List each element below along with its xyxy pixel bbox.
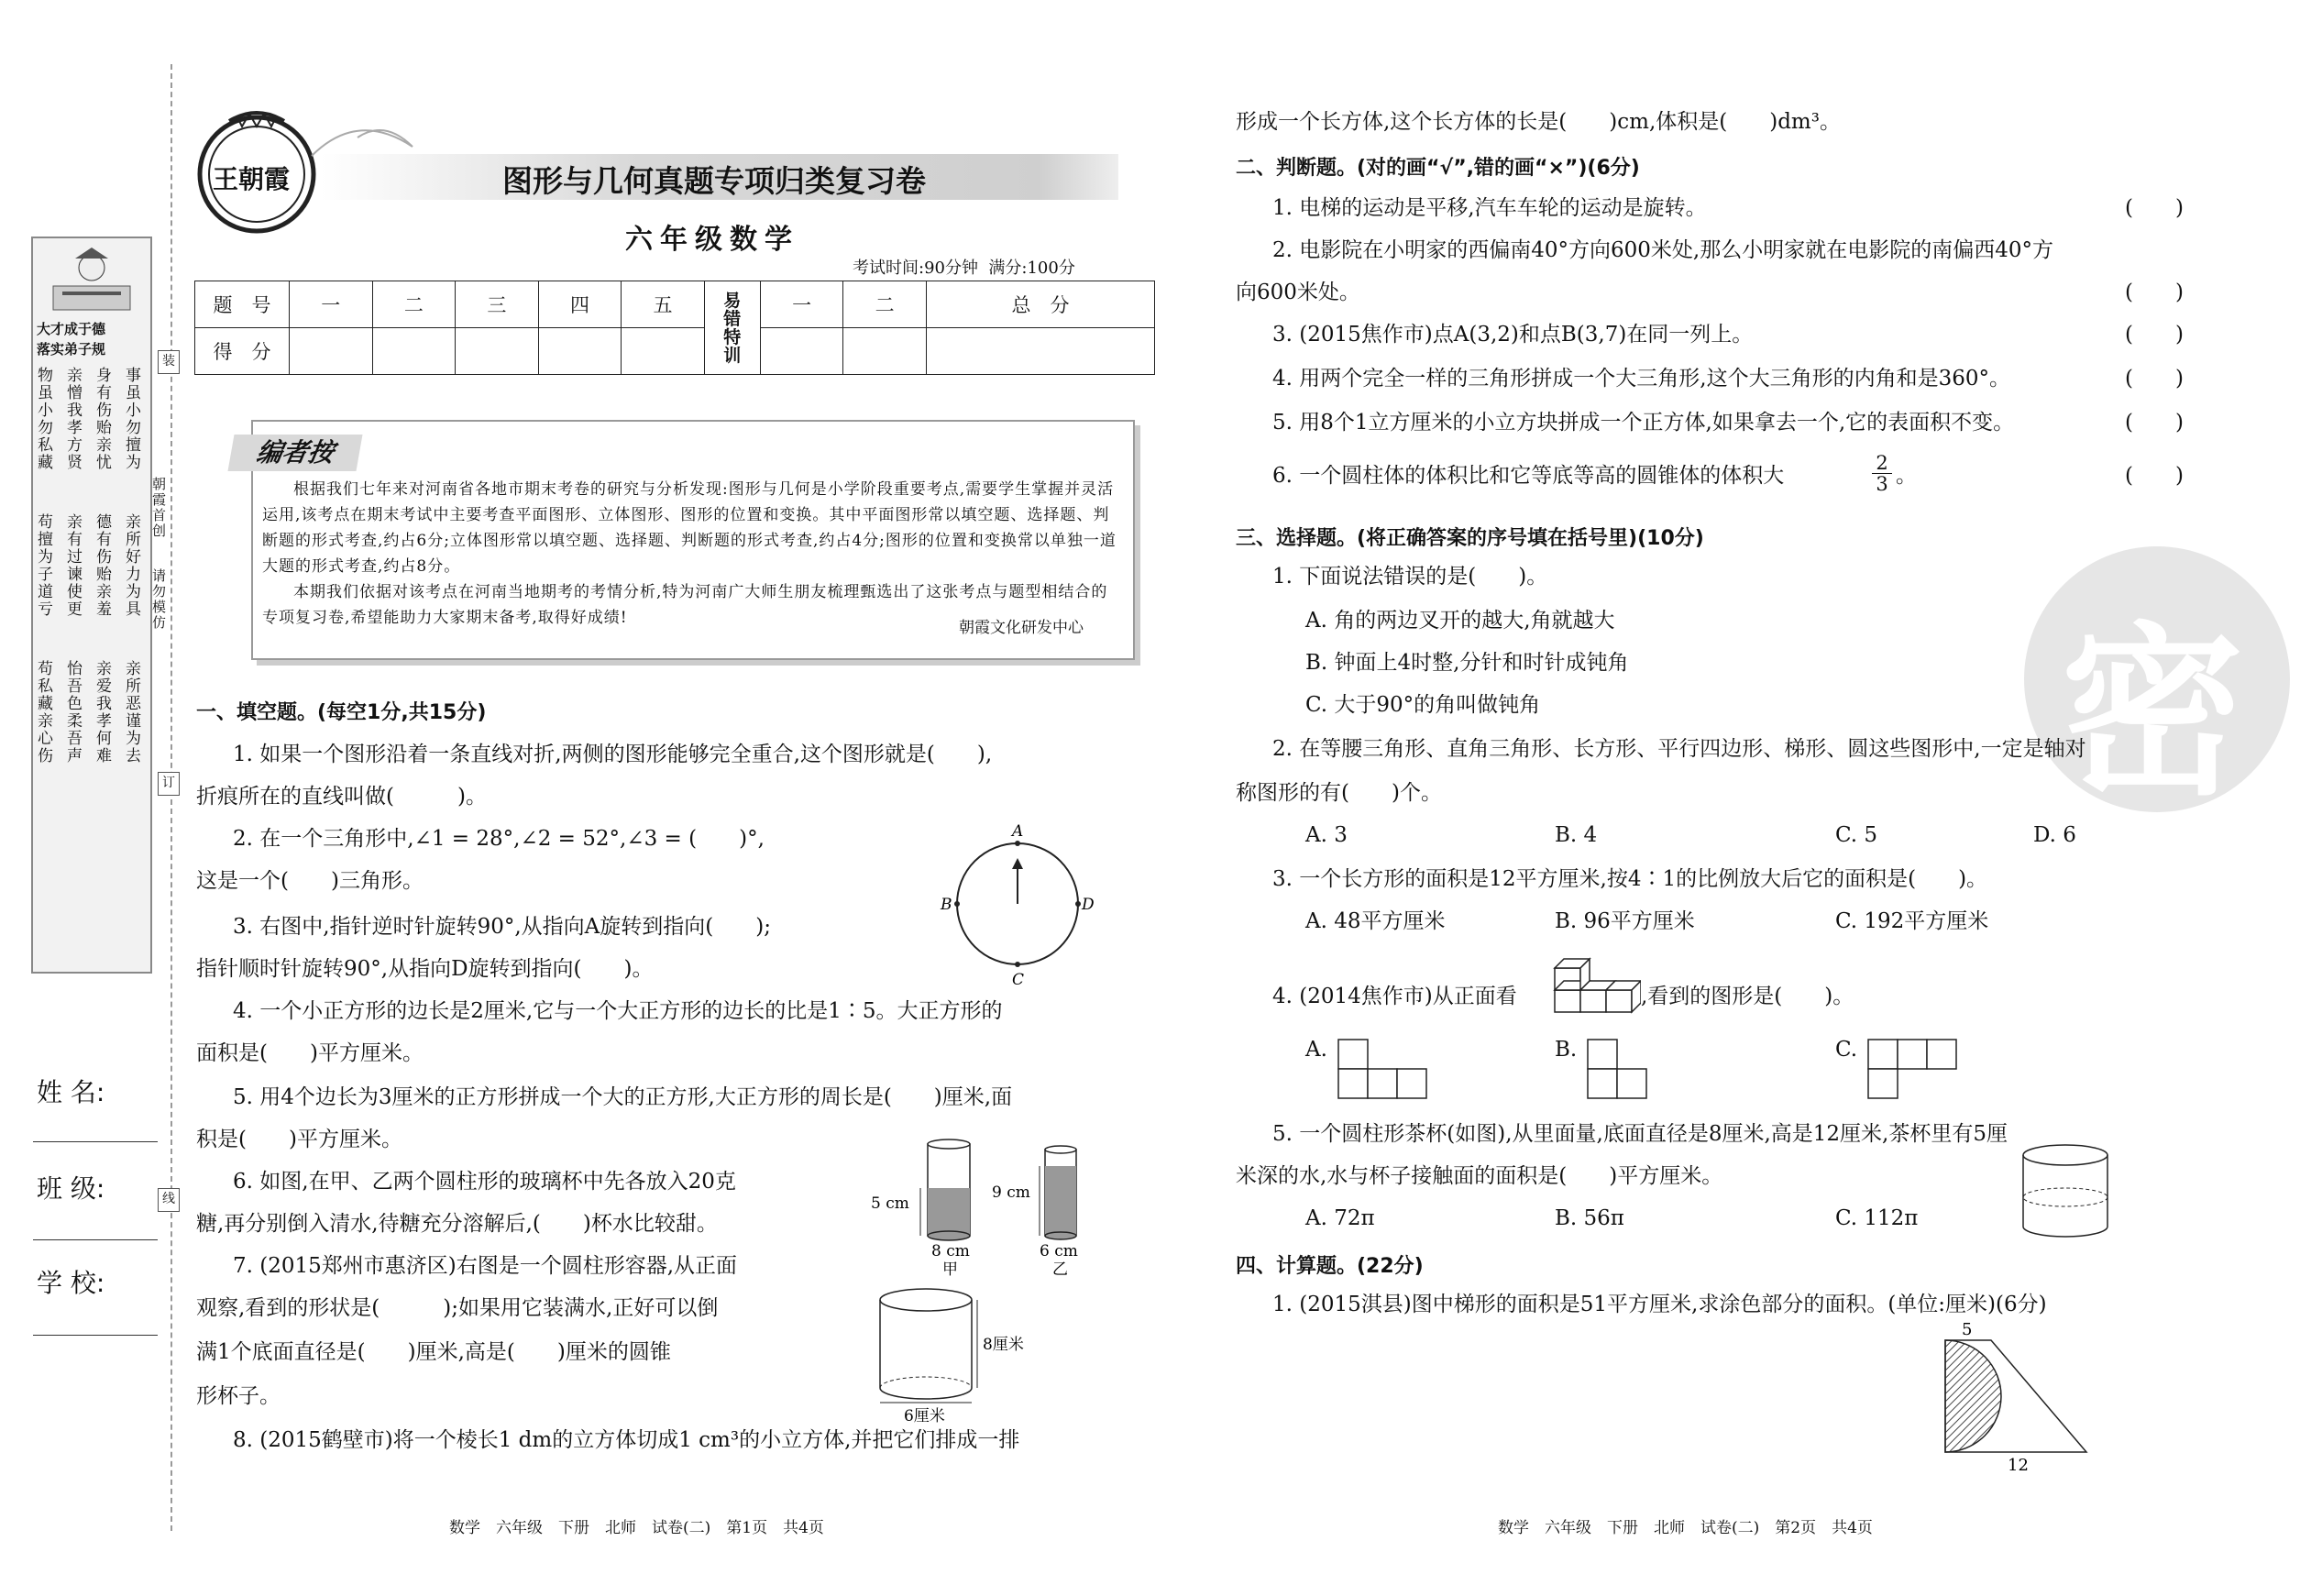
choice-4-opt-a[interactable]: A.	[1305, 1038, 1327, 1062]
binding-mark-3: 线	[158, 1188, 180, 1212]
motto-col: 德有伤贻亲羞	[93, 513, 111, 618]
motto-col: 亲所恶谨为去	[122, 660, 140, 765]
choice-5-opt-b[interactable]: B. 56π	[1555, 1206, 1624, 1230]
choice-1-opt-c[interactable]: C. 大于90°的角叫做钝角	[1305, 693, 1541, 717]
q7-line1: 7. (2015郑州市惠济区)右图是一个圆柱形容器,从正面	[233, 1254, 738, 1278]
q7-line2: 观察,看到的形状是( );如果用它装满水,正好可以倒	[196, 1296, 719, 1320]
logo-text: 王朝霞	[213, 164, 291, 194]
score-col: 二	[843, 281, 927, 328]
cup-yi-diameter: 6 cm	[1040, 1242, 1078, 1260]
q6-line2: 糖,再分别倒入清水,待糖充分溶解后,( )杯水比较甜。	[196, 1212, 718, 1236]
motto-col: 怡吾色柔吾声	[63, 660, 82, 765]
q1-line2: 折痕所在的直线叫做( )。	[196, 785, 487, 809]
watermark-seal	[2024, 546, 2290, 820]
q2-line2: 这是一个( )三角形。	[196, 869, 424, 893]
cube-stack-figure	[1551, 950, 1641, 1014]
sidebar-motto-panel	[31, 237, 152, 974]
score-cell[interactable]	[290, 328, 373, 375]
choice-4-shape-a[interactable]	[1337, 1038, 1428, 1102]
fraction-denominator: 3	[1876, 473, 1888, 495]
judge-4: 4. 用两个完全一样的三角形拼成一个大三角形,这个大三角形的内角和是360°。	[1272, 367, 2010, 391]
score-col: 四	[538, 281, 622, 328]
choice-4-opt-c[interactable]: C.	[1835, 1038, 1858, 1062]
judge-1: 1. 电梯的运动是平移,汽车车轮的运动是旋转。	[1272, 196, 1707, 220]
choice-5-line1: 5. 一个圆柱形茶杯(如图),从里面量,底面直径是8厘米,高是12厘米,茶杯里有5厘	[1272, 1122, 2008, 1146]
clock-point-D	[1075, 901, 1081, 907]
school-label: 学 校:	[37, 1268, 105, 1298]
score-col-special	[704, 281, 760, 375]
section-judge: 二、判断题。(对的画“√”,错的画“×”)(6分)	[1236, 157, 1640, 180]
judge-4-paren[interactable]: ( )	[2125, 367, 2184, 391]
clock-point-A	[1015, 841, 1020, 846]
q7-line3: 满1个底面直径是( )厘米,高是( )厘米的圆锥	[196, 1340, 671, 1364]
class-field[interactable]	[33, 1239, 158, 1240]
score-header-row	[195, 281, 1155, 328]
binding-mark-2: 订	[158, 772, 180, 796]
footer-left: 数学 六年级 下册 北师 试卷(二) 第1页 共4页	[449, 1519, 824, 1537]
choice-5-line2: 米深的水,水与杯子接触面的面积是( )平方厘米。	[1236, 1164, 1723, 1188]
score-col: 一	[290, 281, 373, 328]
motto-col: 苟擅为子道亏	[34, 513, 52, 618]
motto-col: 亲有过谏使更	[63, 513, 82, 618]
judge-3-paren[interactable]: ( )	[2125, 323, 2184, 347]
choice-2-opt-c[interactable]: C. 5	[1835, 823, 1878, 847]
clock-figure	[935, 821, 1100, 986]
choice-1-opt-a[interactable]: A. 角的两边叉开的越大,角就越大	[1305, 609, 1615, 633]
trapezoid-bottom-label: 12	[2008, 1456, 2029, 1475]
motto-col: 物虽小勿私藏	[34, 367, 52, 471]
choice-2-line2: 称图形的有( )个。	[1236, 781, 1442, 805]
q3-line2: 指针顺时针旋转90°,从指向D旋转到指向( )。	[196, 957, 654, 981]
motto-col: 亲憎我孝方贤	[63, 367, 82, 471]
motto-col: 亲爱我孝何难	[93, 660, 111, 765]
q3-line1: 3. 右图中,指针逆时针旋转90°,从指向A旋转到指向( );	[233, 915, 771, 939]
section-choice: 三、选择题。(将正确答案的序号填在括号里)(10分)	[1236, 527, 1704, 550]
choice-4-shape-c[interactable]	[1866, 1038, 1958, 1102]
score-cell[interactable]	[456, 328, 539, 375]
choice-1-opt-b[interactable]: B. 钟面上4时整,分针和时针成钝角	[1305, 651, 1629, 675]
motto-line-2: 落实弟子规	[37, 341, 106, 358]
section-fill-blank: 一、填空题。(每空1分,共15分)	[196, 701, 487, 724]
motto-line-1: 大才成于德	[37, 321, 106, 337]
q5-line2: 积是( )平方厘米。	[196, 1128, 402, 1151]
q6-line1: 6. 如图,在甲、乙两个圆柱形的玻璃杯中先各放入20克	[233, 1170, 736, 1194]
score-cell[interactable]	[538, 328, 622, 375]
motto-col: 身有伤贻亲忧	[93, 367, 111, 471]
brand-note: 朝霞首创	[150, 477, 167, 539]
q8-line1: 8. (2015鹤壁市)将一个棱长1 dm的立方体切成1 cm³的小立方体,并把它们排成一排	[233, 1428, 1020, 1452]
score-col-total: 总 分	[926, 281, 1154, 328]
q1-line1: 1. 如果一个图形沿着一条直线对折,两侧的图形能够完全重合,这个图形就是( ),	[233, 743, 993, 766]
score-col: 二	[372, 281, 456, 328]
judge-6-fraction	[1872, 453, 1892, 494]
choice-3-opt-c[interactable]: C. 192平方厘米	[1835, 909, 1989, 933]
cup-jia-name: 甲	[942, 1260, 958, 1279]
warn-note: 请勿模仿	[150, 568, 167, 631]
calc-1: 1. (2015淇县)图中梯形的面积是51平方厘米,求涂色部分的面积。(单位:厘米)(6分)	[1272, 1293, 2047, 1316]
judge-6: 6. 一个圆柱体的体积比和它等底等高的圆锥体的体积大	[1272, 464, 1785, 488]
judge-2-line1: 2. 电影院在小明家的西偏南40°方向600米处,那么小明家就在电影院的南偏西40°方	[1272, 238, 2053, 262]
name-field[interactable]	[33, 1141, 158, 1142]
cup-jia-water	[928, 1188, 970, 1236]
fraction-numerator: 2	[1872, 453, 1892, 474]
judge-6-paren[interactable]: ( )	[2125, 464, 2184, 488]
cup-jia-diameter: 8 cm	[931, 1242, 970, 1260]
section-calc: 四、计算题。(22分)	[1236, 1255, 1424, 1278]
editor-note-p1: 根据我们七年来对河南省各地市期末考卷的研究与分析发现:图形与几何是小学阶段重要考点,需要学生掌握并灵活运用,该考点在期末考试中主要考查平面图形、立体图形、图形的位置和变换。其中平面图形常以填空题、选择题、判断题的形式考查,约占6分;立体图形常以填空题、选择题、判断题的形式考查,约占4分;图形的位置和变换常以单独一道大题的形式考查,约占8分。	[262, 480, 1117, 576]
motto-col: 亲所好力为具	[122, 513, 140, 618]
scholar-illustration	[35, 242, 149, 315]
binding-line	[171, 64, 172, 1531]
subtitle: 六年级数学	[625, 224, 799, 256]
score-cell[interactable]	[843, 328, 927, 375]
cups-figure	[862, 1137, 1100, 1283]
clock-point-B	[954, 901, 960, 907]
score-cell[interactable]	[926, 328, 1154, 375]
school-field[interactable]	[33, 1335, 158, 1336]
choice-5-opt-c[interactable]: C. 112π	[1835, 1206, 1919, 1230]
cylinder-height: 8厘米	[983, 1336, 1024, 1354]
footer-right: 数学 六年级 下册 北师 试卷(二) 第2页 共4页	[1498, 1519, 1873, 1537]
motto-col: 苟私藏亲心伤	[34, 660, 52, 765]
score-col: 三	[456, 281, 539, 328]
judge-5: 5. 用8个1立方厘米的小立方块拼成一个正方体,如果拿去一个,它的表面积不变。	[1272, 411, 2015, 435]
editor-note-sign: 朝霞文化研发中心	[959, 619, 1084, 637]
binding-mark-1: 装	[158, 350, 180, 374]
q4-line2: 面积是( )平方厘米。	[196, 1041, 424, 1065]
clock-label-A: A	[1012, 822, 1024, 841]
exam-info: 考试时间:90分钟 满分:100分	[853, 259, 1075, 278]
choice-1: 1. 下面说法错误的是( )。	[1272, 565, 1548, 589]
score-value-row	[195, 328, 1155, 375]
choice-3-opt-a[interactable]: A. 48平方厘米	[1305, 909, 1446, 933]
motto-columns	[34, 367, 149, 963]
judge-2-paren[interactable]: ( )	[2125, 281, 2184, 304]
q7-line4: 形杯子。	[196, 1384, 281, 1408]
cylinder-diameter: 6厘米	[904, 1407, 945, 1423]
choice-2-opt-a[interactable]: A. 3	[1305, 823, 1348, 847]
choice-2-opt-d[interactable]: D. 6	[2033, 823, 2076, 847]
motto-col: 事虽小勿擅为	[122, 367, 140, 471]
judge-5-paren[interactable]: ( )	[2125, 411, 2184, 435]
watermark-char: 密	[2061, 607, 2245, 820]
cylinder-figure	[871, 1285, 1036, 1423]
choice-4-start: 4. (2014焦作市)从正面看	[1272, 985, 1517, 1008]
score-col-label: 题 号	[195, 281, 290, 328]
clock-label-C: C	[1012, 971, 1025, 986]
choice-4-shape-b[interactable]	[1586, 1038, 1650, 1102]
judge-1-paren[interactable]: ( )	[2125, 196, 2184, 220]
judge-6-end: 。	[1896, 464, 1917, 488]
clock-label-B: B	[941, 896, 952, 914]
logo	[193, 110, 321, 238]
trapezoid-top-label: 5	[1962, 1320, 1973, 1339]
clock-label-D: D	[1082, 896, 1095, 914]
page-title: 图形与几何真题专项归类复习卷	[502, 163, 926, 199]
score-cell[interactable]	[622, 328, 705, 375]
q8-line2: 形成一个长方体,这个长方体的长是( )cm,体积是( )dm³。	[1236, 110, 1841, 134]
judge-3: 3. (2015焦作市)点A(3,2)和点B(3,7)在同一列上。	[1272, 323, 1754, 347]
special-label: 易错特训	[723, 290, 742, 366]
judge-2-line2: 向600米处。	[1236, 281, 1360, 304]
q5-line1: 5. 用4个边长为3厘米的正方形拼成一个大的正方形,大正方形的周长是( )厘米,面	[233, 1085, 1013, 1109]
cup-jia-height: 5 cm	[871, 1194, 909, 1213]
choice-4-end: ,看到的图形是( )。	[1641, 985, 1854, 1008]
teacup-figure	[2015, 1142, 2116, 1243]
choice-5-opt-a[interactable]: A. 72π	[1305, 1206, 1375, 1230]
editor-note-label: 编者按	[227, 435, 362, 471]
q2-line1: 2. 在一个三角形中,∠1 = 28°,∠2 = 52°,∠3 = ( )°,	[233, 827, 765, 851]
score-row-label: 得 分	[195, 328, 290, 375]
score-col: 一	[760, 281, 843, 328]
score-table	[194, 281, 1155, 375]
choice-3: 3. 一个长方形的面积是12平方厘米,按4∶1的比例放大后它的面积是( )。	[1272, 867, 1988, 891]
clock-point-C	[1015, 962, 1020, 967]
score-col: 五	[622, 281, 705, 328]
cup-yi-name: 乙	[1052, 1260, 1068, 1279]
choice-2-line1: 2. 在等腰三角形、直角三角形、长方形、平行四边形、梯形、圆这些图形中,一定是轴对	[1272, 737, 2086, 761]
trapezoid-figure	[1925, 1320, 2099, 1476]
editor-note-p2: 本期我们依据对该考点在河南当地期考的考情分析,特为河南广大师生朋友梳理甄选出了这张考点与题型相结合的专项复习卷,希望能助力大家期末备考,取得好成绩!	[262, 583, 1108, 627]
q4-line1: 4. 一个小正方形的边长是2厘米,它与一个大正方形的边长的比是1∶5。大正方形的	[233, 999, 1003, 1023]
choice-2-opt-b[interactable]: B. 4	[1555, 823, 1598, 847]
cup-yi-water	[1045, 1166, 1076, 1236]
score-cell[interactable]	[760, 328, 843, 375]
name-label: 姓 名:	[37, 1077, 105, 1107]
choice-4-opt-b[interactable]: B.	[1555, 1038, 1578, 1062]
class-label: 班 级:	[37, 1173, 105, 1204]
choice-3-opt-b[interactable]: B. 96平方厘米	[1555, 909, 1695, 933]
score-cell[interactable]	[372, 328, 456, 375]
cup-yi-height: 9 cm	[992, 1183, 1030, 1202]
clock-pointer-head	[1012, 858, 1023, 869]
